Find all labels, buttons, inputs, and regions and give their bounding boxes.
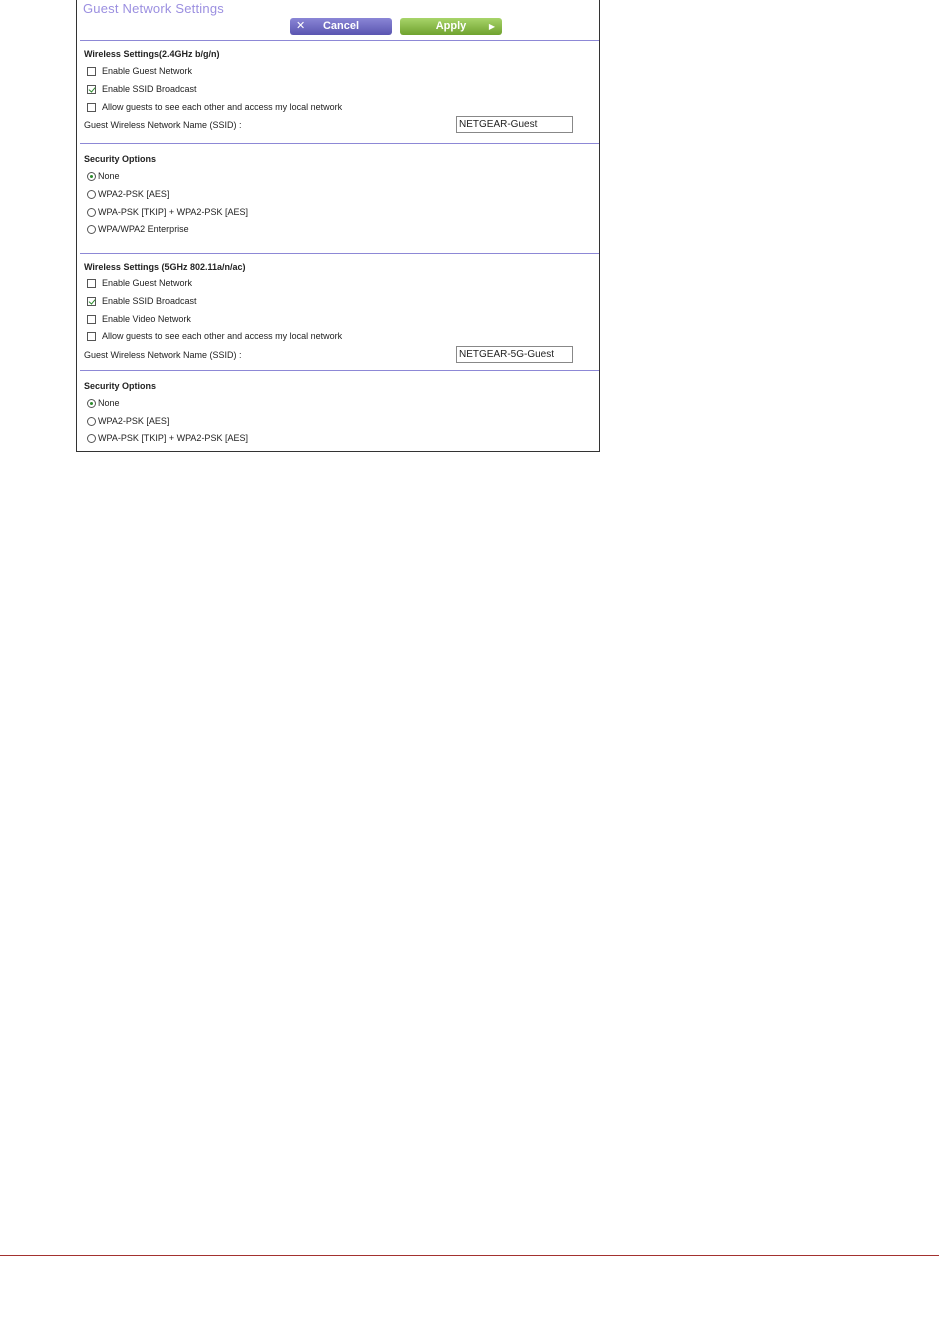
enable-video-network-5-checkbox[interactable] — [87, 315, 96, 324]
security-24-wpa2-radio[interactable] — [87, 190, 96, 199]
security-24-none-radio[interactable] — [87, 172, 96, 181]
section-divider — [80, 370, 599, 371]
security-24-enterprise-radio[interactable] — [87, 225, 96, 234]
enable-guest-network-5-checkbox[interactable] — [87, 279, 96, 288]
footer-divider — [0, 1255, 939, 1256]
enable-guest-network-24-label: Enable Guest Network — [102, 66, 193, 76]
security-5-wpa-mixed-label: WPA-PSK [TKIP] + WPA2-PSK [AES] — [98, 433, 248, 443]
ssid-24-input[interactable] — [456, 116, 573, 133]
section-divider — [80, 143, 599, 144]
security-24-wpa2-label: WPA2-PSK [AES] — [98, 189, 170, 199]
security-5-none[interactable] — [87, 398, 120, 408]
wireless-5-heading: Wireless Settings (5GHz 802.11a/n/ac) — [84, 262, 246, 272]
ssid-5-label: Guest Wireless Network Name (SSID) : — [84, 350, 242, 360]
enable-guest-network-5-label: Enable Guest Network — [102, 278, 193, 288]
allow-guests-5[interactable] — [87, 331, 342, 341]
security-24-none-label: None — [98, 171, 120, 181]
security-24-enterprise[interactable] — [87, 224, 189, 234]
allow-guests-24[interactable] — [87, 102, 342, 112]
security-5-none-label: None — [98, 398, 120, 408]
security-24-wpa-mixed-radio[interactable] — [87, 208, 96, 217]
security-24-wpa-mixed[interactable] — [87, 207, 248, 217]
section-divider — [80, 253, 599, 254]
security-5-wpa2[interactable] — [87, 416, 169, 426]
enable-video-network-5-label: Enable Video Network — [102, 314, 191, 324]
enable-ssid-broadcast-24-label: Enable SSID Broadcast — [102, 84, 197, 94]
enable-ssid-broadcast-5[interactable] — [87, 296, 197, 306]
enable-guest-network-5[interactable] — [87, 278, 192, 288]
security-5-wpa-mixed[interactable] — [87, 433, 248, 443]
ssid-24-label: Guest Wireless Network Name (SSID) : — [84, 120, 242, 130]
ssid-5-input[interactable] — [456, 346, 573, 363]
security-5-heading: Security Options — [84, 381, 157, 391]
security-5-none-radio[interactable] — [87, 399, 96, 408]
allow-guests-5-checkbox[interactable] — [87, 332, 96, 341]
security-5-wpa-mixed-radio[interactable] — [87, 434, 96, 443]
arrow-right-icon: ▶ — [488, 22, 495, 31]
security-5-wpa2-label: WPA2-PSK [AES] — [98, 416, 170, 426]
security-24-heading: Security Options — [84, 154, 157, 164]
allow-guests-5-label: Allow guests to see each other and access my local network — [102, 331, 343, 341]
enable-guest-network-24[interactable] — [87, 66, 192, 76]
enable-ssid-broadcast-24-checkbox[interactable] — [87, 85, 96, 94]
enable-ssid-broadcast-5-label: Enable SSID Broadcast — [102, 296, 197, 306]
enable-ssid-broadcast-24[interactable] — [87, 84, 197, 94]
cancel-button[interactable] — [290, 18, 392, 35]
security-24-none[interactable] — [87, 171, 120, 181]
section-divider — [80, 40, 599, 41]
panel-title: Guest Network Settings — [83, 1, 224, 16]
wireless-24-heading: Wireless Settings(2.4GHz b/g/n) — [84, 49, 220, 59]
enable-ssid-broadcast-5-checkbox[interactable] — [87, 297, 96, 306]
guest-network-panel — [76, 0, 600, 452]
security-5-wpa2-radio[interactable] — [87, 417, 96, 426]
security-24-wpa2[interactable] — [87, 189, 169, 199]
close-icon: ✕ — [296, 20, 306, 32]
cancel-button-label: Cancel — [322, 20, 360, 32]
apply-button[interactable] — [400, 18, 502, 35]
enable-guest-network-24-checkbox[interactable] — [87, 67, 96, 76]
security-24-enterprise-label: WPA/WPA2 Enterprise — [98, 224, 189, 234]
security-24-wpa-mixed-label: WPA-PSK [TKIP] + WPA2-PSK [AES] — [98, 207, 248, 217]
allow-guests-24-label: Allow guests to see each other and access my local network — [102, 102, 343, 112]
apply-button-label: Apply — [435, 20, 467, 32]
enable-video-network-5[interactable] — [87, 314, 191, 324]
allow-guests-24-checkbox[interactable] — [87, 103, 96, 112]
